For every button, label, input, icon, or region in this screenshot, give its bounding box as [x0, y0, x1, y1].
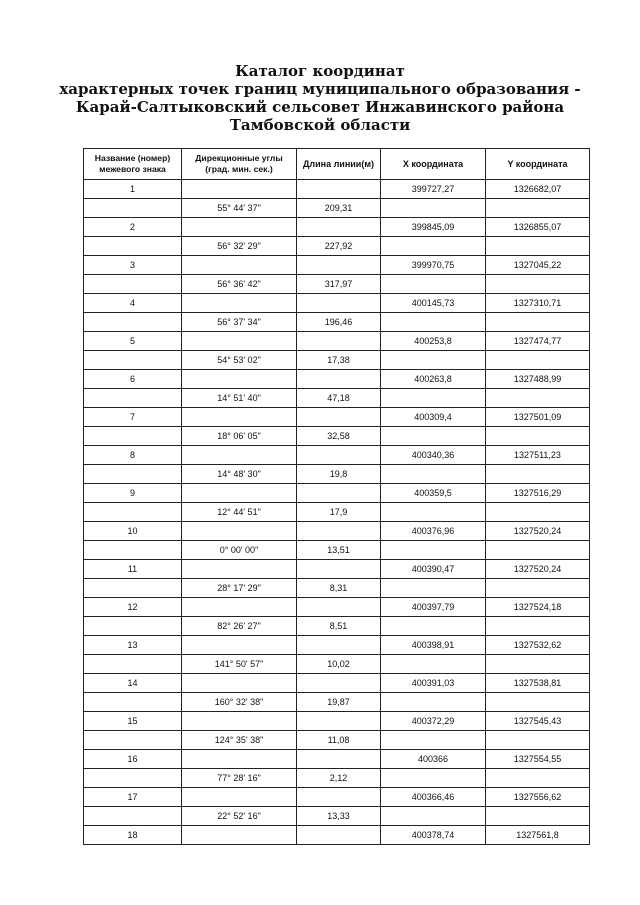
point-row — [84, 332, 590, 351]
point-number: 5 — [84, 332, 182, 351]
empty-cell — [486, 237, 590, 256]
x-coordinate: 400359,5 — [381, 484, 486, 503]
empty-cell — [486, 351, 590, 370]
line-length: 32,58 — [297, 427, 381, 446]
segment-row — [84, 579, 590, 598]
point-number: 18 — [84, 826, 182, 845]
empty-cell — [381, 389, 486, 408]
point-row — [84, 712, 590, 731]
empty-cell — [486, 427, 590, 446]
empty-cell — [297, 522, 381, 541]
empty-cell — [381, 769, 486, 788]
line-length: 8,51 — [297, 617, 381, 636]
empty-cell — [381, 351, 486, 370]
direction-angle: 18° 06' 05" — [182, 427, 297, 446]
direction-angle: 77° 28' 16" — [182, 769, 297, 788]
empty-cell — [297, 484, 381, 503]
point-number: 10 — [84, 522, 182, 541]
empty-cell — [297, 750, 381, 769]
segment-row — [84, 351, 590, 370]
x-coordinate: 400378,74 — [381, 826, 486, 845]
empty-cell — [297, 332, 381, 351]
title-line-3: Карай-Салтыковский сельсовет Инжавинского района — [75, 98, 565, 116]
y-coordinate: 1327538,81 — [486, 674, 590, 693]
empty-cell — [486, 807, 590, 826]
point-row — [84, 446, 590, 465]
segment-row — [84, 427, 590, 446]
y-coordinate: 1326855,07 — [486, 218, 590, 237]
empty-cell — [381, 807, 486, 826]
direction-angle: 54° 53' 02" — [182, 351, 297, 370]
empty-cell — [84, 731, 182, 750]
empty-cell — [297, 218, 381, 237]
y-coordinate: 1327511,23 — [486, 446, 590, 465]
line-length: 8,31 — [297, 579, 381, 598]
title-line-4: Тамбовской области — [229, 116, 411, 134]
x-coordinate: 400390,47 — [381, 560, 486, 579]
empty-cell — [84, 237, 182, 256]
point-row — [84, 826, 590, 845]
direction-angle: 28° 17' 29" — [182, 579, 297, 598]
point-number: 12 — [84, 598, 182, 617]
x-coordinate: 400366,46 — [381, 788, 486, 807]
x-coordinate: 399845,09 — [381, 218, 486, 237]
line-length: 17,9 — [297, 503, 381, 522]
empty-cell — [381, 541, 486, 560]
segment-row — [84, 655, 590, 674]
empty-cell — [84, 503, 182, 522]
x-coordinate: 399727,27 — [381, 180, 486, 199]
x-coordinate: 400145,73 — [381, 294, 486, 313]
y-coordinate: 1327556,62 — [486, 788, 590, 807]
empty-cell — [182, 674, 297, 693]
line-length: 13,33 — [297, 807, 381, 826]
empty-cell — [381, 655, 486, 674]
empty-cell — [84, 693, 182, 712]
point-number: 6 — [84, 370, 182, 389]
table-body — [84, 180, 590, 845]
direction-angle: 56° 36' 42" — [182, 275, 297, 294]
y-coordinate: 1326682,07 — [486, 180, 590, 199]
segment-row — [84, 731, 590, 750]
point-row — [84, 218, 590, 237]
empty-cell — [182, 522, 297, 541]
point-row — [84, 522, 590, 541]
point-number: 9 — [84, 484, 182, 503]
empty-cell — [381, 275, 486, 294]
empty-cell — [182, 370, 297, 389]
x-coordinate: 400309,4 — [381, 408, 486, 427]
point-number: 2 — [84, 218, 182, 237]
point-row — [84, 484, 590, 503]
empty-cell — [381, 465, 486, 484]
line-length: 11,08 — [297, 731, 381, 750]
empty-cell — [182, 712, 297, 731]
segment-row — [84, 389, 590, 408]
empty-cell — [297, 674, 381, 693]
empty-cell — [381, 731, 486, 750]
empty-cell — [486, 503, 590, 522]
empty-cell — [182, 180, 297, 199]
line-length: 209,31 — [297, 199, 381, 218]
direction-angle: 22° 52' 16" — [182, 807, 297, 826]
direction-angle: 55° 44' 37" — [182, 199, 297, 218]
y-coordinate: 1327520,24 — [486, 560, 590, 579]
empty-cell — [84, 275, 182, 294]
direction-angle: 82° 26' 27" — [182, 617, 297, 636]
y-coordinate: 1327545,43 — [486, 712, 590, 731]
point-number: 8 — [84, 446, 182, 465]
line-length: 196,46 — [297, 313, 381, 332]
segment-row — [84, 617, 590, 636]
point-number: 14 — [84, 674, 182, 693]
document-title — [0, 62, 640, 134]
empty-cell — [182, 256, 297, 275]
segment-row — [84, 465, 590, 484]
empty-cell — [381, 617, 486, 636]
point-row — [84, 636, 590, 655]
empty-cell — [486, 655, 590, 674]
line-length: 2,12 — [297, 769, 381, 788]
empty-cell — [84, 655, 182, 674]
empty-cell — [297, 294, 381, 313]
empty-cell — [297, 180, 381, 199]
x-coordinate: 400340,36 — [381, 446, 486, 465]
empty-cell — [297, 370, 381, 389]
direction-angle: 0° 00' 00" — [182, 541, 297, 560]
empty-cell — [381, 503, 486, 522]
empty-cell — [486, 617, 590, 636]
y-coordinate: 1327524,18 — [486, 598, 590, 617]
segment-row — [84, 503, 590, 522]
point-row — [84, 674, 590, 693]
segment-row — [84, 541, 590, 560]
empty-cell — [182, 408, 297, 427]
line-length: 47,18 — [297, 389, 381, 408]
point-row — [84, 180, 590, 199]
empty-cell — [84, 769, 182, 788]
direction-angle: 124° 35' 38" — [182, 731, 297, 750]
header-name: Название (номер) межевого знака — [84, 149, 182, 180]
segment-row — [84, 237, 590, 256]
empty-cell — [381, 693, 486, 712]
empty-cell — [381, 313, 486, 332]
empty-cell — [486, 465, 590, 484]
empty-cell — [297, 408, 381, 427]
point-row — [84, 788, 590, 807]
empty-cell — [182, 788, 297, 807]
line-length: 13,51 — [297, 541, 381, 560]
direction-angle: 56° 37' 34" — [182, 313, 297, 332]
empty-cell — [486, 769, 590, 788]
empty-cell — [486, 275, 590, 294]
empty-cell — [182, 446, 297, 465]
empty-cell — [182, 750, 297, 769]
x-coordinate: 400366 — [381, 750, 486, 769]
x-coordinate: 400372,29 — [381, 712, 486, 731]
empty-cell — [297, 788, 381, 807]
point-row — [84, 598, 590, 617]
empty-cell — [381, 427, 486, 446]
x-coordinate: 399970,75 — [381, 256, 486, 275]
empty-cell — [182, 636, 297, 655]
point-number: 3 — [84, 256, 182, 275]
y-coordinate: 1327520,24 — [486, 522, 590, 541]
empty-cell — [381, 579, 486, 598]
empty-cell — [486, 199, 590, 218]
empty-cell — [84, 313, 182, 332]
y-coordinate: 1327561,8 — [486, 826, 590, 845]
empty-cell — [297, 256, 381, 275]
x-coordinate: 400391,03 — [381, 674, 486, 693]
segment-row — [84, 693, 590, 712]
point-row — [84, 560, 590, 579]
empty-cell — [84, 579, 182, 598]
direction-angle: 56° 32' 29" — [182, 237, 297, 256]
empty-cell — [486, 579, 590, 598]
empty-cell — [381, 199, 486, 218]
direction-angle: 14° 51' 40" — [182, 389, 297, 408]
line-length: 17,38 — [297, 351, 381, 370]
empty-cell — [84, 199, 182, 218]
coordinates-table — [83, 148, 590, 845]
x-coordinate: 400253,8 — [381, 332, 486, 351]
empty-cell — [182, 598, 297, 617]
direction-angle: 14° 48' 30" — [182, 465, 297, 484]
empty-cell — [182, 484, 297, 503]
y-coordinate: 1327501,09 — [486, 408, 590, 427]
empty-cell — [182, 332, 297, 351]
empty-cell — [182, 218, 297, 237]
x-coordinate: 400397,79 — [381, 598, 486, 617]
segment-row — [84, 807, 590, 826]
y-coordinate: 1327045,22 — [486, 256, 590, 275]
y-coordinate: 1327310,71 — [486, 294, 590, 313]
header-length: Длина линии(м) — [297, 149, 381, 180]
empty-cell — [486, 313, 590, 332]
header-angle: Дирекционные углы (град. мин. сек.) — [182, 149, 297, 180]
empty-cell — [297, 712, 381, 731]
point-row — [84, 294, 590, 313]
empty-cell — [84, 465, 182, 484]
point-number: 13 — [84, 636, 182, 655]
direction-angle: 141° 50' 57" — [182, 655, 297, 674]
point-row — [84, 408, 590, 427]
table-header-row — [84, 149, 590, 180]
header-x: Х координата — [381, 149, 486, 180]
empty-cell — [182, 560, 297, 579]
empty-cell — [486, 693, 590, 712]
x-coordinate: 400376,96 — [381, 522, 486, 541]
point-row — [84, 256, 590, 275]
empty-cell — [182, 294, 297, 313]
segment-row — [84, 769, 590, 788]
segment-row — [84, 275, 590, 294]
line-length: 19,87 — [297, 693, 381, 712]
y-coordinate: 1327474,77 — [486, 332, 590, 351]
point-number: 11 — [84, 560, 182, 579]
point-number: 17 — [84, 788, 182, 807]
segment-row — [84, 313, 590, 332]
line-length: 10,02 — [297, 655, 381, 674]
empty-cell — [297, 560, 381, 579]
line-length: 227,92 — [297, 237, 381, 256]
y-coordinate: 1327488,99 — [486, 370, 590, 389]
title-line-1: Каталог координат — [235, 62, 405, 80]
empty-cell — [486, 389, 590, 408]
header-y: Y координата — [486, 149, 590, 180]
x-coordinate: 400263,8 — [381, 370, 486, 389]
empty-cell — [182, 826, 297, 845]
empty-cell — [297, 446, 381, 465]
line-length: 317,97 — [297, 275, 381, 294]
direction-angle: 160° 32' 38" — [182, 693, 297, 712]
empty-cell — [297, 636, 381, 655]
point-number: 16 — [84, 750, 182, 769]
empty-cell — [84, 541, 182, 560]
empty-cell — [381, 237, 486, 256]
empty-cell — [84, 389, 182, 408]
empty-cell — [84, 807, 182, 826]
empty-cell — [486, 731, 590, 750]
line-length: 19,8 — [297, 465, 381, 484]
y-coordinate: 1327516,29 — [486, 484, 590, 503]
direction-angle: 12° 44' 51" — [182, 503, 297, 522]
point-number: 15 — [84, 712, 182, 731]
point-row — [84, 370, 590, 389]
empty-cell — [297, 598, 381, 617]
y-coordinate: 1327554,55 — [486, 750, 590, 769]
y-coordinate: 1327532,62 — [486, 636, 590, 655]
x-coordinate: 400398,91 — [381, 636, 486, 655]
title-line-2: характерных точек границ муниципального образования - — [59, 80, 581, 98]
empty-cell — [486, 541, 590, 560]
point-number: 4 — [84, 294, 182, 313]
point-row — [84, 750, 590, 769]
point-number: 1 — [84, 180, 182, 199]
segment-row — [84, 199, 590, 218]
empty-cell — [84, 427, 182, 446]
empty-cell — [297, 826, 381, 845]
empty-cell — [84, 617, 182, 636]
point-number: 7 — [84, 408, 182, 427]
empty-cell — [84, 351, 182, 370]
